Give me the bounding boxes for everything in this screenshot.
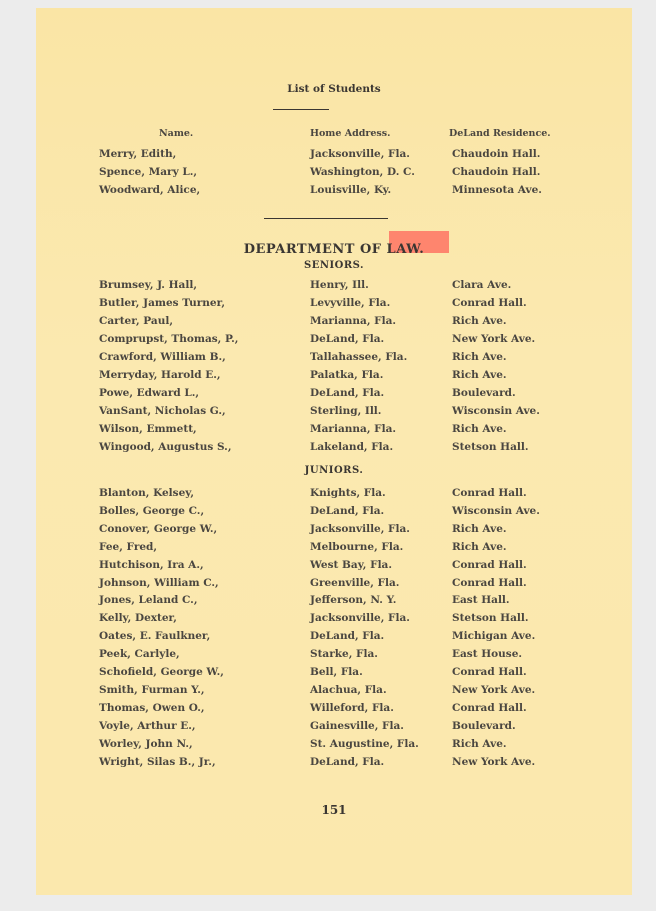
deland-residence: Rich Ave.	[452, 423, 507, 435]
student-row	[36, 315, 632, 333]
deland-residence: Clara Ave.	[452, 279, 512, 291]
student-name: Worley, John N.,	[99, 737, 193, 750]
student-name: Kelly, Dexter,	[99, 612, 177, 625]
home-address: Starke, Fla.	[310, 648, 378, 661]
deland-residence: Rich Ave.	[452, 522, 507, 535]
deland-residence: Michigan Ave.	[452, 630, 536, 643]
deland-residence: Wisconsin Ave.	[452, 504, 540, 517]
student-row	[36, 148, 632, 166]
student-row	[36, 369, 632, 387]
home-address: DeLand, Fla.	[310, 755, 385, 768]
student-name: Oates, E. Faulkner,	[99, 630, 211, 643]
student-row	[36, 184, 632, 202]
student-name: Schofield, George W.,	[99, 666, 224, 678]
deland-residence: Conrad Hall.	[452, 701, 527, 714]
home-address: Lakeland, Fla.	[310, 441, 394, 453]
home-address: St. Augustine, Fla.	[310, 737, 419, 750]
divider	[273, 109, 329, 110]
student-name: Carter, Paul,	[99, 315, 173, 327]
student-name: Jones, Leland C.,	[99, 594, 198, 607]
home-address: Jacksonville, Fla.	[310, 522, 410, 535]
student-name: Blanton, Kelsey,	[99, 487, 195, 499]
deland-residence: Rich Ave.	[452, 540, 507, 553]
home-address: Louisville, Ky.	[310, 184, 392, 196]
student-name: Johnson, William C.,	[99, 576, 219, 589]
home-address: Knights, Fla.	[310, 487, 386, 499]
student-name: Smith, Furman Y.,	[99, 683, 205, 696]
student-name: VanSant, Nicholas G.,	[99, 405, 226, 417]
student-row	[36, 333, 632, 351]
student-row	[36, 423, 632, 441]
deland-residence: Boulevard.	[452, 719, 516, 732]
deland-residence: Conrad Hall.	[452, 576, 527, 589]
student-row	[36, 279, 632, 297]
student-name: Wright, Silas B., Jr.,	[99, 755, 216, 768]
deland-residence: Boulevard.	[452, 387, 516, 399]
student-row	[36, 720, 632, 738]
deland-residence: New York Ave.	[452, 755, 536, 768]
student-row	[36, 166, 632, 184]
student-name: Wingood, Augustus S.,	[99, 441, 232, 453]
home-address: Willeford, Fla.	[310, 701, 394, 714]
student-name: Comprupst, Thomas, P.,	[99, 333, 239, 345]
student-name: Wilson, Emmett,	[99, 423, 197, 435]
student-row	[36, 505, 632, 523]
student-row	[36, 666, 632, 684]
student-name: Powe, Edward L.,	[99, 387, 200, 399]
student-name: Peek, Carlyle,	[99, 648, 180, 661]
home-address: Washington, D. C.	[310, 166, 415, 178]
home-address: Palatka, Fla.	[310, 369, 384, 381]
deland-residence: Chaudoin Hall.	[452, 166, 541, 178]
student-name: Brumsey, J. Hall,	[99, 279, 197, 291]
home-address: DeLand, Fla.	[310, 387, 385, 399]
student-name: Conover, George W.,	[99, 522, 218, 535]
deland-residence: Rich Ave.	[452, 351, 507, 363]
home-address: Melbourne, Fla.	[310, 540, 404, 553]
divider	[264, 218, 388, 219]
document-page	[36, 8, 632, 895]
deland-residence: Stetson Hall.	[452, 441, 529, 453]
home-address: Alachua, Fla.	[310, 683, 387, 696]
home-address: Henry, Ill.	[310, 279, 369, 291]
home-address: Tallahassee, Fla.	[310, 351, 408, 363]
student-row	[36, 297, 632, 315]
running-head: List of Students	[287, 83, 381, 95]
student-row	[36, 541, 632, 559]
deland-residence: Stetson Hall.	[452, 612, 529, 625]
juniors-heading: JUNIORS.	[304, 465, 364, 476]
student-row	[36, 612, 632, 630]
student-name: Hutchison, Ira A.,	[99, 558, 204, 571]
deland-residence: Conrad Hall.	[452, 487, 527, 499]
student-row	[36, 351, 632, 369]
home-address: Jacksonville, Fla.	[310, 612, 410, 625]
column-headers	[36, 128, 632, 146]
deland-residence: East House.	[452, 648, 523, 661]
home-address: Gainesville, Fla.	[310, 719, 404, 732]
student-row	[36, 441, 632, 459]
home-address: Sterling, Ill.	[310, 405, 382, 417]
student-name: Crawford, William B.,	[99, 351, 226, 363]
student-name: Merry, Edith,	[99, 148, 177, 160]
student-name: Bolles, George C.,	[99, 504, 205, 517]
home-address: Levyville, Fla.	[310, 297, 391, 309]
student-row	[36, 594, 632, 612]
student-name: Fee, Fred,	[99, 540, 158, 553]
deland-residence: Conrad Hall.	[452, 558, 527, 571]
student-row	[36, 738, 632, 756]
seniors-heading: SENIORS.	[303, 260, 365, 271]
student-row	[36, 487, 632, 505]
deland-residence: East Hall.	[452, 594, 510, 607]
student-row	[36, 387, 632, 405]
deland-residence: Minnesota Ave.	[452, 184, 542, 196]
home-address: DeLand, Fla.	[310, 333, 385, 345]
student-name: Spence, Mary L.,	[99, 166, 198, 178]
home-address: West Bay, Fla.	[310, 558, 393, 571]
page-number: 151	[321, 803, 347, 817]
deland-residence: Wisconsin Ave.	[452, 405, 540, 417]
student-name: Voyle, Arthur E.,	[99, 719, 196, 732]
home-address: Bell, Fla.	[310, 666, 363, 678]
column-header-name: Name.	[159, 128, 194, 139]
column-header-residence: DeLand Residence.	[449, 128, 551, 139]
home-address: Jefferson, N. Y.	[310, 594, 397, 607]
department-title: DEPARTMENT OF LAW.	[243, 242, 425, 257]
home-address: DeLand, Fla.	[310, 504, 385, 517]
deland-residence: Conrad Hall.	[452, 297, 527, 309]
deland-residence: New York Ave.	[452, 333, 536, 345]
student-name: Butler, James Turner,	[99, 297, 225, 309]
student-row	[36, 405, 632, 423]
student-row	[36, 630, 632, 648]
student-row	[36, 702, 632, 720]
student-name: Woodward, Alice,	[99, 184, 201, 196]
student-row	[36, 648, 632, 666]
deland-residence: New York Ave.	[452, 683, 536, 696]
deland-residence: Conrad Hall.	[452, 666, 527, 678]
home-address: Jacksonville, Fla.	[310, 148, 410, 160]
deland-residence: Rich Ave.	[452, 369, 507, 381]
home-address: DeLand, Fla.	[310, 630, 385, 643]
deland-residence: Rich Ave.	[452, 737, 507, 750]
student-row	[36, 559, 632, 577]
student-name: Thomas, Owen O.,	[99, 701, 205, 714]
home-address: Greenville, Fla.	[310, 576, 400, 589]
home-address: Marianna, Fla.	[310, 315, 397, 327]
home-address: Marianna, Fla.	[310, 423, 397, 435]
column-header-home: Home Address.	[310, 128, 391, 139]
student-row	[36, 684, 632, 702]
deland-residence: Rich Ave.	[452, 315, 507, 327]
student-row	[36, 523, 632, 541]
student-row	[36, 756, 632, 774]
student-name: Merryday, Harold E.,	[99, 369, 221, 381]
deland-residence: Chaudoin Hall.	[452, 148, 541, 160]
student-row	[36, 577, 632, 595]
